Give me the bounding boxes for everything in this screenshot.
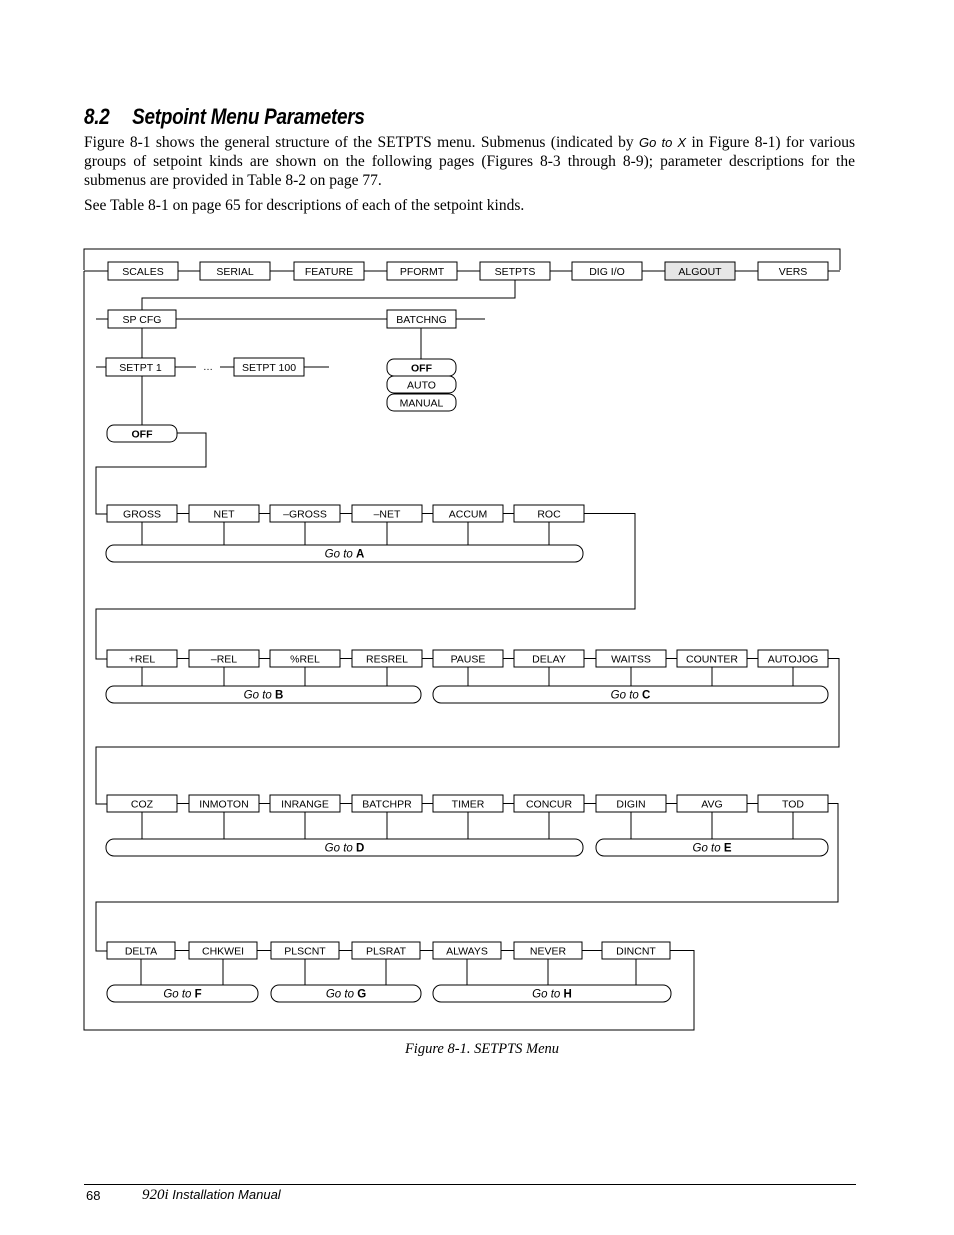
setpt-kind-digin (596, 795, 666, 812)
svg-text:NEVER: NEVER (529, 945, 567, 958)
svg-text:COUNTER: COUNTER (686, 653, 738, 666)
setpt-kind-delta (107, 942, 175, 959)
batchng-option-auto (387, 376, 456, 393)
page-number: 68 (86, 1188, 101, 1203)
setpt-kind-tod (758, 795, 828, 812)
svg-text:WAITSS: WAITSS (611, 653, 651, 666)
goto-h (433, 985, 671, 1002)
goto-c (433, 686, 828, 703)
svg-text:CHKWEI: CHKWEI (202, 945, 244, 958)
setpt-kind-concur (514, 795, 584, 812)
manual-title (142, 1187, 281, 1204)
setpt-kind-inrange (270, 795, 340, 812)
svg-text:Go to G: Go to G (325, 988, 367, 1001)
svg-text:PLSCNT: PLSCNT (284, 945, 326, 958)
batchng (387, 310, 456, 328)
svg-text:INMOTON: INMOTON (199, 798, 249, 811)
svg-text:DIG I/O: DIG I/O (589, 265, 625, 278)
setpt-kind-plscnt (271, 942, 339, 959)
top-menu-vers (758, 262, 828, 280)
svg-text:TOD: TOD (782, 798, 804, 811)
svg-text:SETPTS: SETPTS (494, 265, 536, 278)
footer-rule (84, 1184, 856, 1185)
svg-text:SETPT 1: SETPT 1 (119, 361, 162, 374)
setpt-kind-dincnt (602, 942, 670, 959)
top-menu-pformt (387, 262, 457, 280)
setpt-kind-autojog (758, 650, 828, 667)
setpt-kind-pause (433, 650, 503, 667)
svg-text:–REL: –REL (210, 653, 238, 666)
svg-text:Go to C: Go to C (610, 689, 651, 702)
top-menu-feature (294, 262, 364, 280)
svg-text:OFF: OFF (131, 428, 153, 441)
goto-a (106, 545, 583, 562)
intro-text-a: Figure 8-1 shows the general structure of the SETPTS menu. Submenus (indicated by (84, 134, 639, 151)
svg-text:ACCUM: ACCUM (448, 508, 488, 521)
svg-text:RESREL: RESREL (365, 653, 409, 666)
setpt-kind-resrel (352, 650, 422, 667)
setpt-kind-off (107, 425, 177, 442)
top-menu-algout (665, 262, 735, 280)
figure-caption: Figure 8-1. SETPTS Menu (404, 1041, 560, 1057)
setpt-ellipsis: … (203, 362, 213, 373)
manual-name: Installation Manual (168, 1187, 281, 1202)
svg-text:Go to D: Go to D (324, 842, 365, 855)
sp-cfg (108, 310, 176, 328)
top-menu-setpts (480, 262, 550, 280)
svg-text:ROC: ROC (537, 508, 561, 521)
goto-f (107, 985, 258, 1002)
setpt-kind-never (514, 942, 582, 959)
setpt-kind-counter (677, 650, 747, 667)
setpt-kind-delay (514, 650, 584, 667)
svg-text:DIGIN: DIGIN (616, 798, 646, 811)
svg-text:ALGOUT: ALGOUT (678, 265, 722, 278)
svg-text:PFORMT: PFORMT (399, 265, 445, 278)
svg-text:AUTOJOG: AUTOJOG (767, 653, 819, 666)
setpt-first (106, 358, 175, 376)
section-title: Setpoint Menu Parameters (132, 104, 365, 129)
svg-text:–GROSS: –GROSS (283, 508, 327, 521)
setpt-kind-waitss (596, 650, 666, 667)
goto-g (271, 985, 421, 1002)
svg-text:SP CFG: SP CFG (122, 313, 162, 326)
svg-text:DELTA: DELTA (124, 945, 158, 958)
model-name: 920i (142, 1187, 169, 1203)
svg-text:DELAY: DELAY (532, 653, 566, 666)
setpt-kind-batchpr (352, 795, 422, 812)
setpt-kind-rel (107, 650, 177, 667)
see-table-paragraph: See Table 8-1 on page 65 for descriptions of each of the setpoint kinds. (84, 197, 525, 214)
svg-text:VERS: VERS (778, 265, 808, 278)
svg-text:TIMER: TIMER (451, 798, 485, 811)
setpt-kind-plsrat (352, 942, 420, 959)
top-menu-scales (108, 262, 178, 280)
setpt-kind-timer (433, 795, 503, 812)
svg-text:Go to A: Go to A (324, 548, 365, 561)
setpt-kind-gross (270, 505, 340, 522)
svg-text:SCALES: SCALES (122, 265, 164, 278)
batchng-option-manual (387, 394, 456, 411)
svg-text:%REL: %REL (290, 653, 320, 666)
goto-b (106, 686, 421, 703)
setpt-kind-always (433, 942, 501, 959)
svg-text:ALWAYS: ALWAYS (446, 945, 488, 958)
svg-text:AVG: AVG (701, 798, 723, 811)
top-menu-serial (200, 262, 270, 280)
setpt-kind-chkwei (189, 942, 257, 959)
top-menu-dig-i-o (572, 262, 642, 280)
setpt-kind-inmoton (189, 795, 259, 812)
svg-text:Go to H: Go to H (532, 988, 572, 1001)
svg-text:OFF: OFF (411, 362, 432, 375)
intro-goto-text: Go to X (639, 135, 687, 150)
svg-text:–NET: –NET (373, 508, 401, 521)
svg-text:COZ: COZ (130, 798, 154, 811)
svg-text:SERIAL: SERIAL (216, 265, 254, 278)
setpt-kind-rel (270, 650, 340, 667)
setpt-kind-accum (433, 505, 503, 522)
setpt-kind-avg (677, 795, 747, 812)
svg-text:DINCNT: DINCNT (616, 945, 656, 958)
svg-text:AUTO: AUTO (407, 379, 436, 392)
intro-text-b: in Figure 8-1) for various groups of setpoint kinds are shown on the following pages (Figures 8-3 through 8-9); parameter descriptions for the submenus are provided in Table 8-2 on page 77. (84, 134, 855, 189)
svg-text:Go to F: Go to F (163, 988, 202, 1001)
setpt-kind-coz (107, 795, 177, 812)
setpt-kind-net (352, 505, 422, 522)
section-number: 8.2 (84, 104, 110, 129)
svg-text:CONCUR: CONCUR (525, 798, 573, 811)
svg-text:INRANGE: INRANGE (281, 798, 329, 811)
setpt-kind-gross (107, 505, 177, 522)
svg-text:Go to E: Go to E (692, 842, 732, 855)
goto-e (596, 839, 828, 856)
svg-text:BATCHPR: BATCHPR (362, 798, 412, 811)
setpt-kind-roc (514, 505, 584, 522)
svg-text:MANUAL: MANUAL (399, 397, 444, 410)
svg-text:SETPT 100: SETPT 100 (241, 361, 297, 374)
svg-text:+REL: +REL (128, 653, 156, 666)
svg-text:GROSS: GROSS (123, 508, 161, 521)
setpt-kind-net (189, 505, 259, 522)
svg-text:FEATURE: FEATURE (304, 265, 354, 278)
setpt-last (234, 358, 304, 376)
setpt-kind-rel (189, 650, 259, 667)
batchng-option-off (387, 359, 456, 376)
svg-text:PLSRAT: PLSRAT (365, 945, 407, 958)
svg-text:NET: NET (213, 508, 235, 521)
svg-text:BATCHNG: BATCHNG (396, 313, 447, 326)
goto-d (106, 839, 583, 856)
svg-text:PAUSE: PAUSE (450, 653, 486, 666)
svg-text:Go to B: Go to B (243, 689, 284, 702)
